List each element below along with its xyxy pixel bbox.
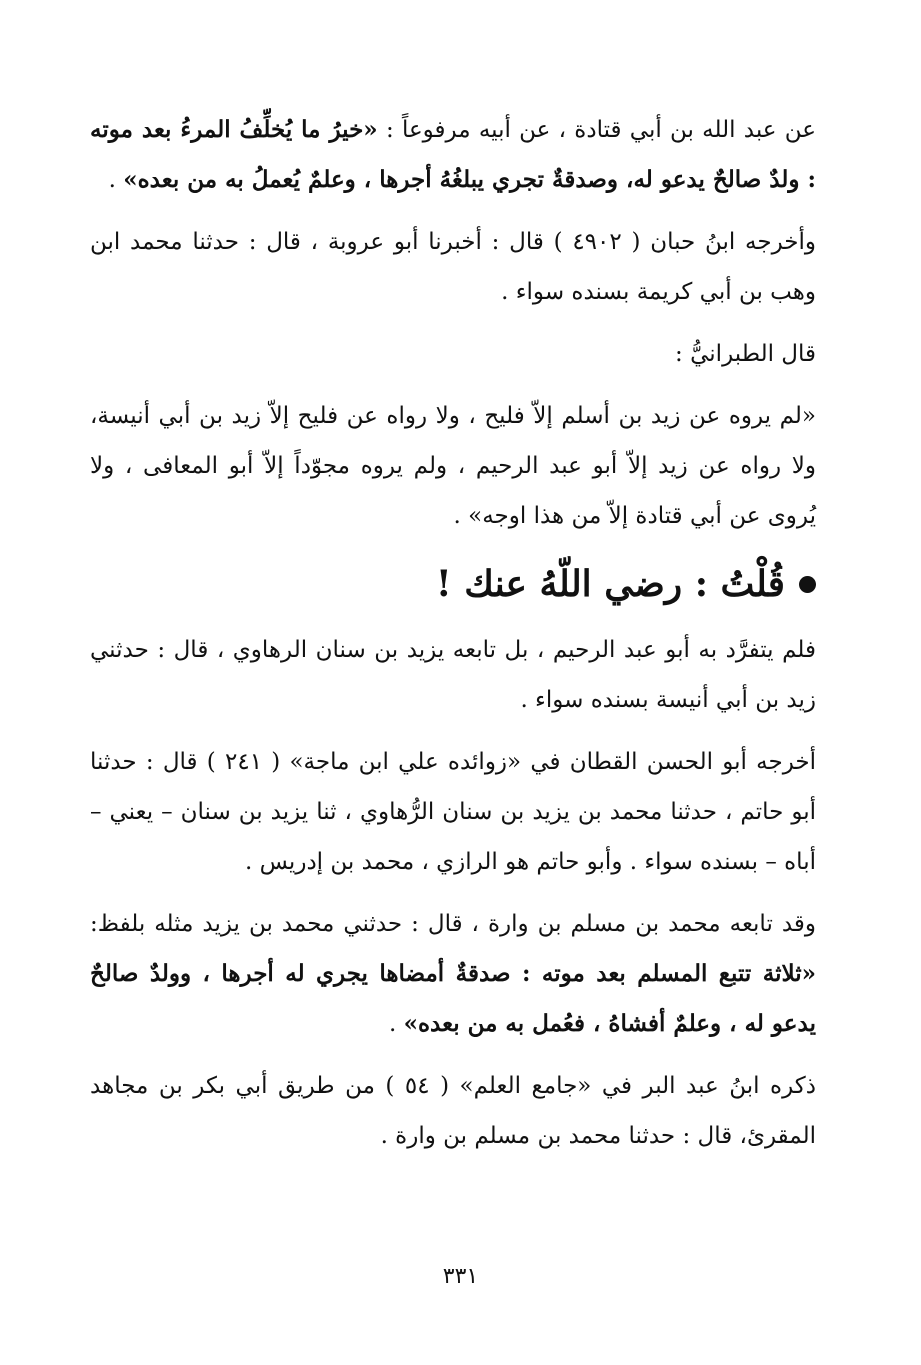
paragraph-text: قال الطبرانيُّ : bbox=[675, 341, 816, 367]
hadith-quote: «ثلاثة تتبع المسلم بعد موته : صدقةٌ أمضاها يجري له أجرها ، وولدٌ صالحٌ يدعو له ، وعلمٌ أفشاهُ ، فعُمل به من بعده» bbox=[90, 960, 816, 1037]
paragraph bbox=[90, 899, 816, 1049]
paragraph-text: ذكره ابنُ عبد البر في «جامع العلم» ( ٥٤ ) من طريق أبي بكر بن مجاهد المقرئ، قال : حدثنا محمد بن مسلم بن وارة . bbox=[90, 1073, 816, 1149]
paragraph bbox=[90, 391, 816, 541]
hadith-quote: «خيرُ ما يُخلِّفُ المرءُ بعد موته : ولدٌ صالحٌ يدعو له، وصدقةٌ تجري يبلغُهُ أجرها ، وعلمٌ يُعملُ به من بعده» bbox=[90, 116, 816, 193]
paragraph bbox=[90, 329, 816, 379]
bullet-icon bbox=[799, 576, 816, 593]
paragraph-text: فلم يتفرَّد به أبو عبد الرحيم ، بل تابعه يزيد بن سنان الرهاوي ، قال : حدثني زيد بن أبي أنيسة بسنده سواء . bbox=[90, 637, 816, 713]
section-heading-text: قُلْتُ : رضي اللّهُ عنك ! bbox=[435, 563, 785, 605]
paragraph bbox=[90, 217, 816, 317]
section-heading bbox=[90, 553, 816, 615]
paragraph-text: . bbox=[108, 167, 124, 193]
paragraph bbox=[90, 737, 816, 887]
page-number: ٣٣١ bbox=[442, 1264, 479, 1289]
paragraph-text: عن عبد الله بن أبي قتادة ، عن أبيه مرفوعاً : bbox=[377, 117, 816, 143]
paragraph bbox=[90, 105, 816, 205]
text-column bbox=[90, 105, 816, 1173]
paragraph-text: وقد تابعه محمد بن مسلم بن وارة ، قال : حدثني محمد بن يزيد مثله بلفظ: bbox=[90, 911, 816, 937]
paragraph-text: «لم يروه عن زيد بن أسلم إلاّ فليح ، ولا رواه عن فليح إلاّ زيد بن أبي أنيسة، ولا رواه عن زيد إلاّ أبو عبد الرحيم ، ولم يروه مجوّداً إلاّ أبو المعافى ، ولا يُروى عن أبي قتادة إلاّ من هذا اوجه» . bbox=[90, 403, 816, 529]
paragraph bbox=[90, 1061, 816, 1161]
paragraph-text: . bbox=[388, 1011, 404, 1037]
paragraph bbox=[90, 625, 816, 725]
paragraph-text: وأخرجه ابنُ حبان ( ٤٩٠٢ ) قال : أخبرنا أبو عروبة ، قال : حدثنا محمد ابن وهب بن أبي كريمة بسنده سواء . bbox=[90, 229, 816, 305]
paragraph-text: أخرجه أبو الحسن القطان في «زوائده علي ابن ماجة» ( ٢٤١ ) قال : حدثنا أبو حاتم ، حدثنا محمد بن يزيد بن سنان الرُّهاوي ، ثنا يزيد بن سنان – يعني – أباه – بسنده سواء . وأبو حاتم هو الرازي ، محمد بن إدريس . bbox=[90, 749, 816, 875]
